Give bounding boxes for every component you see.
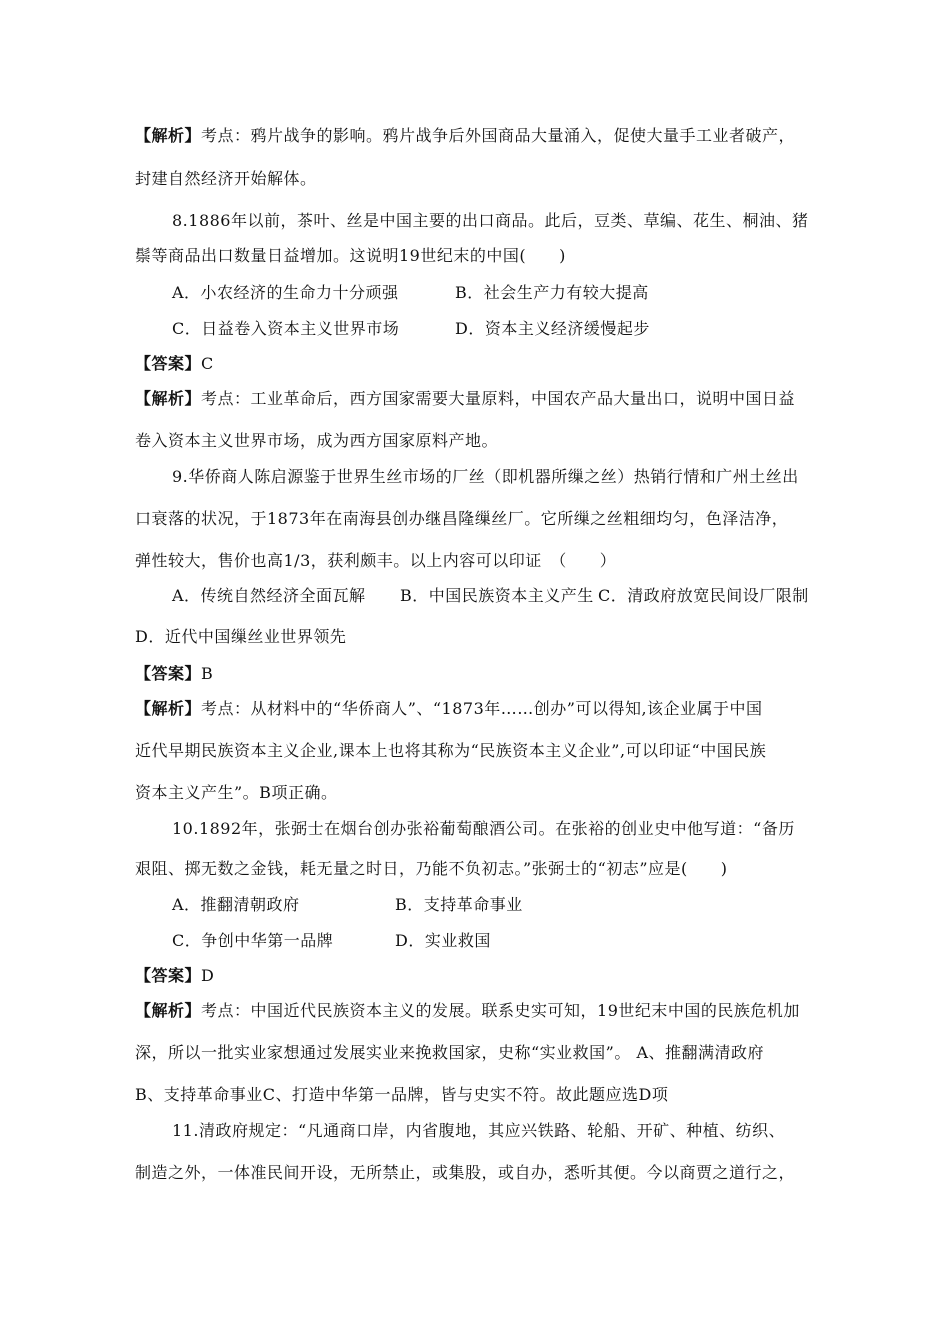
question-8-line-1: 8.1886年以前，茶叶、丝是中国主要的出口商品。此后，豆类、草编、花生、桐油、猪 — [172, 211, 809, 230]
explanation-tag: 【解析】 — [135, 389, 202, 408]
question-9-line-3: 弹性较大，售价也高1/3，获利颇丰。以上内容可以印证 （ ） — [135, 551, 617, 570]
question-11-line-2: 制造之外，一体准民间开设，无所禁止，或集股，或自办，悉听其便。今以商贾之道行之， — [135, 1163, 796, 1182]
q9-option-a: A．传统自然经济全面瓦解 — [172, 586, 366, 605]
q10-option-b: B．支持革命事业 — [395, 895, 523, 914]
explanation-9-line-1: 【解析】考点：从材料中的“华侨商人”、“1873年……创办”可以得知,该企业属于中国 — [135, 699, 763, 718]
q10-option-d: D．实业救国 — [395, 931, 491, 950]
q8-option-a: A．小农经济的生命力十分顽强 — [172, 283, 399, 302]
explanation-10-line-2: 深，所以一批实业家想通过发展实业来挽救国家，史称“实业救国”。 A、推翻满清政府 — [135, 1043, 765, 1062]
explanation-tag: 【解析】 — [135, 699, 202, 718]
answer-10: 【答案】D — [135, 966, 215, 985]
explanation-10-line-1: 【解析】考点：中国近代民族资本主义的发展。联系史实可知，19世纪末中国的民族危机加 — [135, 1001, 800, 1020]
explanation-9-line-2: 近代早期民族资本主义企业,课本上也将其称为“民族资本主义企业”,可以印证“中国民族 — [135, 741, 767, 760]
explanation-tag: 【解析】 — [135, 126, 202, 145]
q10-option-c: C．争创中华第一品牌 — [172, 931, 334, 950]
question-8-line-2: 鬃等商品出口数量日益增加。这说明19世纪末的中国( ) — [135, 246, 566, 265]
q9-option-d: D．近代中国缫丝业世界领先 — [135, 627, 347, 646]
explanation-9-line-3: 资本主义产生”。B项正确。 — [135, 783, 338, 802]
q9-option-b: B．中国民族资本主义产生 — [400, 586, 594, 605]
explanation-8-line-1: 【解析】考点：工业革命后，西方国家需要大量原料，中国农产品大量出口，说明中国日益 — [135, 389, 796, 408]
answer-tag: 【答案】 — [135, 966, 202, 985]
q8-option-c: C．日益卷入资本主义世界市场 — [172, 319, 400, 338]
question-11-line-1: 11.清政府规定：“凡通商口岸，内省腹地，其应兴铁路、轮船、开矿、种植、纺织、 — [172, 1121, 786, 1140]
answer-9: 【答案】B — [135, 664, 214, 683]
explanation-7-line-1: 【解析】考点：鸦片战争的影响。鸦片战争后外国商品大量涌入，促使大量手工业者破产， — [135, 126, 796, 145]
question-9-line-2: 口衰落的状况，于1873年在南海县创办继昌隆缫丝厂。它所缫之丝粗细均匀，色泽洁净， — [135, 509, 789, 528]
question-10-line-2: 艰阻、掷无数之金钱，耗无量之时日，乃能不负初志。”张弼士的“初志”应是( ) — [135, 859, 728, 878]
explanation-8-line-2: 卷入资本主义世界市场，成为西方国家原料产地。 — [135, 431, 499, 450]
question-10-line-1: 10.1892年，张弼士在烟台创办张裕葡萄酿酒公司。在张裕的创业史中他写道：“备历 — [172, 819, 795, 838]
q9-option-c: C．清政府放宽民间设厂限制 — [598, 586, 809, 605]
q8-option-d: D．资本主义经济缓慢起步 — [455, 319, 650, 338]
explanation-10-line-3: B、支持革命事业C、打造中华第一品牌，皆与史实不符。故此题应选D项 — [135, 1085, 669, 1104]
answer-8: 【答案】C — [135, 354, 214, 373]
question-9-line-1: 9.华侨商人陈启源鉴于世界生丝市场的厂丝（即机器所缫之丝）热销行情和广州土丝出 — [172, 467, 799, 486]
answer-tag: 【答案】 — [135, 354, 202, 373]
explanation-7-line-2: 封建自然经济开始解体。 — [135, 169, 317, 188]
q10-option-a: A．推翻清朝政府 — [172, 895, 300, 914]
q8-option-b: B．社会生产力有较大提高 — [455, 283, 649, 302]
answer-tag: 【答案】 — [135, 664, 202, 683]
explanation-tag: 【解析】 — [135, 1001, 202, 1020]
